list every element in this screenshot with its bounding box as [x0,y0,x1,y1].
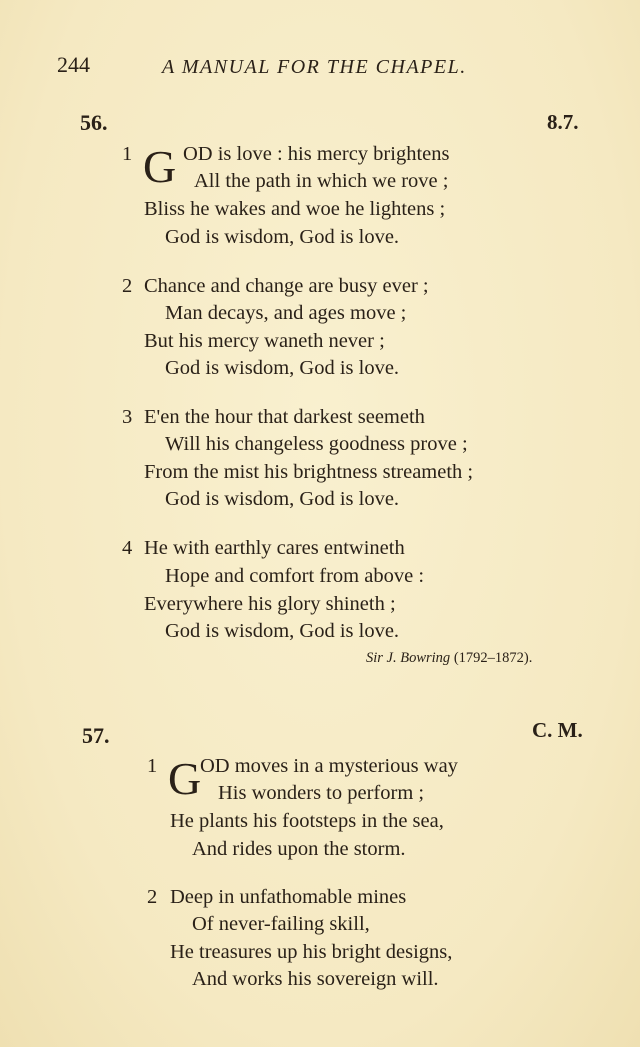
verse-line: And rides upon the storm. [192,838,406,860]
verse-line: God is wisdom, God is love. [165,226,400,248]
verse-line: He treasures up his bright designs, [170,941,453,963]
hymn-number: 56. [80,110,108,135]
verse-line: But his mercy waneth never ; [144,330,385,352]
verse-line: From the mist his brightness streameth ; [144,461,474,483]
verse-line: E'en the hour that darkest seemeth [144,406,425,428]
verse-number: 3 [122,406,133,428]
hymn-meter: C. M. [532,718,583,742]
author-name: Sir J. Bowring [366,650,451,666]
verse-number: 1 [122,143,133,165]
verse-line: Man decays, and ages move ; [165,302,407,324]
running-title: A MANUAL FOR THE CHAPEL. [162,56,467,78]
hymn-meter: 8.7. [547,110,579,134]
verse-line: Of never-failing skill, [192,913,370,935]
verse-line: Chance and change are busy ever ; [144,275,429,297]
verse-line: Deep in unfathomable mines [170,886,407,908]
verse-line: Bliss he wakes and woe he lightens ; [144,198,446,220]
verse-number: 2 [147,886,158,908]
author-dates: (1792–1872). [453,650,533,666]
verse-line: OD is love : his mercy brightens [183,143,450,165]
drop-cap: G [168,753,202,804]
hymn-author [366,650,532,667]
verse-line: Hope and comfort from above : [165,565,425,587]
hymn-number: 57. [82,723,110,748]
verse-line: All the path in which we rove ; [194,170,449,192]
verse-line: God is wisdom, God is love. [165,620,400,642]
verse-line: God is wisdom, God is love. [165,488,400,510]
verse-line: And works his sovereign will. [192,968,439,990]
verse-number: 1 [147,755,158,777]
drop-cap: G [143,141,177,192]
page-number: 244 [57,52,90,77]
verse-line: Will his changeless goodness prove ; [165,433,468,455]
verse-number: 4 [122,537,133,559]
verse-number: 2 [122,275,133,297]
verse-line: Everywhere his glory shineth ; [144,593,396,615]
verse-line: He with earthly cares entwineth [144,537,405,559]
verse-line: OD moves in a mysterious way [200,755,458,777]
verse-line: His wonders to perform ; [218,782,425,804]
verse-line: He plants his footsteps in the sea, [170,810,444,832]
verse-line: God is wisdom, God is love. [165,357,400,379]
